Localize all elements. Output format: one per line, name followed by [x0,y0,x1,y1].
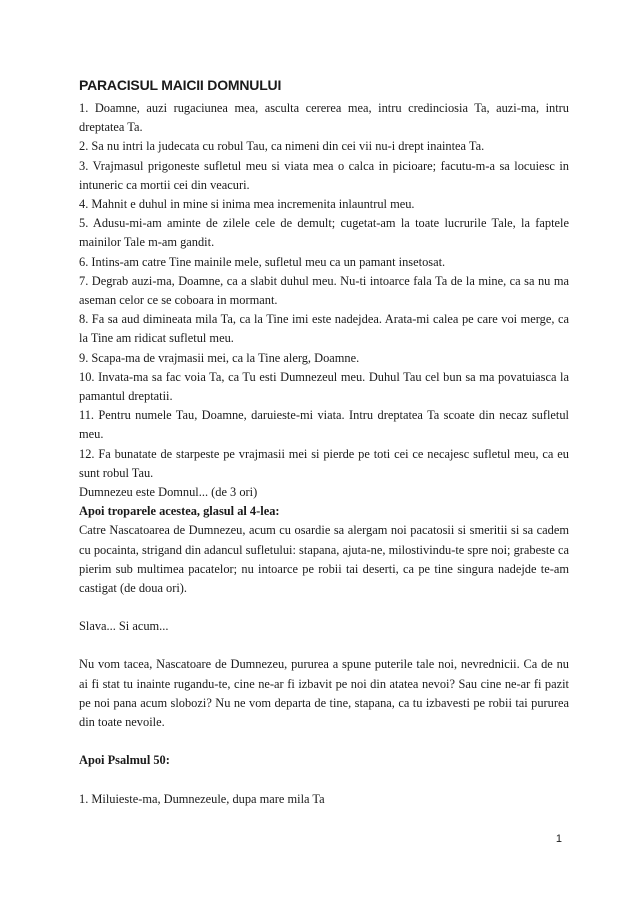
paragraph-spacer [79,636,569,655]
paragraph-spacer [79,771,569,790]
verse-8: 8. Fa sa aud dimineata mila Ta, ca la Tine imi este nadejdea. Arata-mi calea pe care voi merge, ca la Tine am ridicat sufletul meu. [79,312,569,346]
paragraph-spacer [79,598,569,617]
verse-5: 5. Adusu-mi-am aminte de zilele cele de demult; cugetat-am la toate lucrurile Tale, la faptele mainilor Tale m-am gandit. [79,216,569,250]
troparion-text: Catre Nascatoarea de Dumnezeu, acum cu osardie sa alergam noi pacatosii si smeritii si sa cadem cu pocainta, strigand din adancul sufletului: stapana, ajuta-ne, milostivindu-te spre noi; grabeste ca pierim sub multimea pacatelor; nu intoarce pe robii tai deserti, ca pe tine singura nadejde te-am castigat (de doua ori). [79,523,569,596]
theotokion-text: Nu vom tacea, Nascatoare de Dumnezeu, pururea a spune puterile tale noi, nevrednicii. Ca de nu ai fi stat tu inainte rugandu-te, cine ne-ar fi izbavit pe noi din atatea nevoi? Sau cine ne-ar fi pazit pe noi pana acum slobozi? Nu ne vom departa de tine, stapana, ca tu izbavesti pe robii tai pururea din toate nevoile. [79,657,569,730]
verse-4: 4. Mahnit e duhul in mine si inima mea incremenita inlauntrul meu. [79,197,415,212]
verse-10: 10. Invata-ma sa fac voia Ta, ca Tu esti Dumnezeul meu. Duhul Tau cel bun sa ma povatuiasca la pamantul dreptatii. [79,369,569,404]
verse-1: 1. Doamne, auzi rugaciunea mea, asculta cererea mea, intru credinciosia Ta, auzi-ma, intru dreptatea Ta. [79,101,569,135]
glory-line: Slava... Si acum... [79,619,169,634]
verse-9: 9. Scapa-ma de vrajmasii mei, ca la Tine alerg, Doamne. [79,350,360,365]
verse-11: 11. Pentru numele Tau, Doamne, daruieste-mi viata. Intru dreptatea Ta scoate din necaz sufletul meu. [79,408,569,442]
paragraph-spacer [79,732,569,751]
verse-12: 12. Fa bunatate de starpeste pe vrajmasii mei si pierde pe toti cei ce necajesc sufletul meu, ca eu sunt robul Tau. [79,446,569,480]
document-body [79,76,569,809]
document-title: PARACISUL MAICII DOMNULUI [79,77,282,93]
verse-6: 6. Intins-am catre Tine mainile mele, sufletul meu ca un pamant insetosat. [79,254,446,269]
refrain-line: Dumnezeu este Domnul... (de 3 ori) [79,485,258,500]
troparion-heading: Apoi troparele acestea, glasul al 4-lea: [79,504,280,519]
verse-2: 2. Sa nu intri la judecata cu robul Tau, ca nimeni din cei vii nu-i drept inaintea Ta. [79,139,485,154]
psalm-first-line: 1. Miluieste-ma, Dumnezeule, dupa mare mila Ta [79,791,325,806]
psalm-heading: Apoi Psalmul 50: [79,753,170,768]
verse-7: 7. Degrab auzi-ma, Doamne, ca a slabit duhul meu. Nu-ti intoarce fala Ta de la mine, ca sa nu ma aseman celor ce se coboara in mormant. [79,273,569,308]
verse-3: 3. Vrajmasul prigoneste sufletul meu si viata mea o calca in picioare; facutu-m-a sa locuiesc in intuneric ca mortii cei din veacuri. [79,158,569,192]
page-number: 1 [555,833,562,845]
